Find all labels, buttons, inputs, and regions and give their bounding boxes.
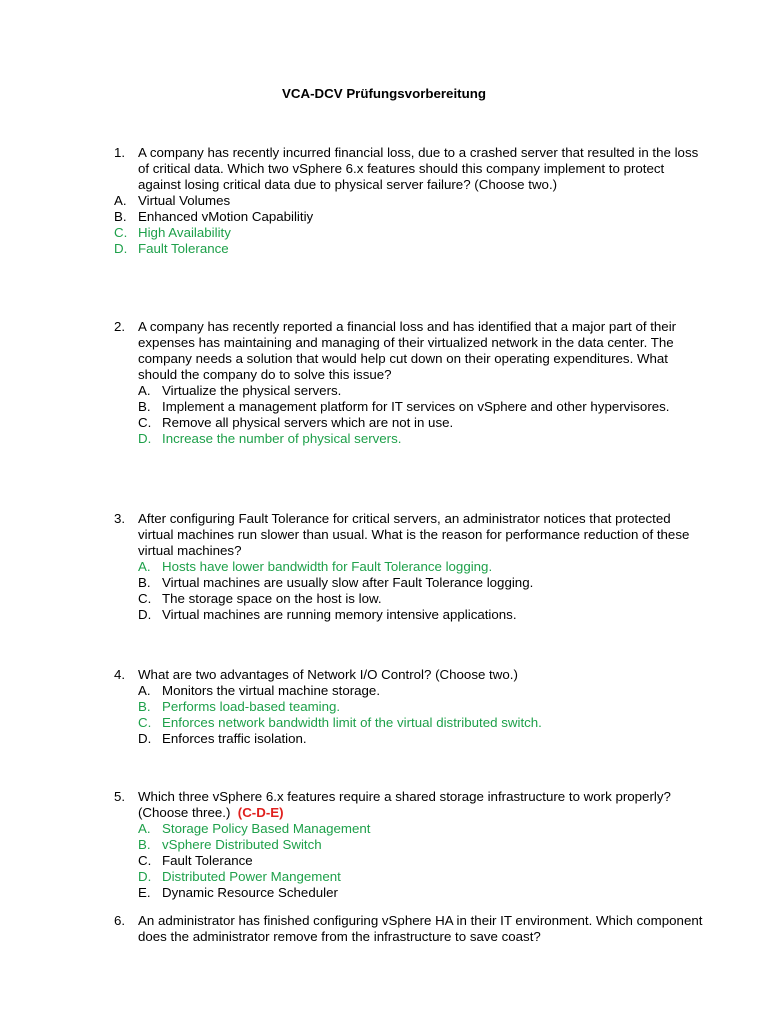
question-stem — [114, 667, 704, 683]
answer-option-b-correct — [114, 837, 704, 853]
option-letter: C. — [138, 715, 152, 730]
option-text: The storage space on the host is low. — [162, 591, 382, 606]
question-text-block — [138, 789, 704, 821]
answer-options — [114, 559, 704, 623]
option-letter: E. — [138, 885, 151, 900]
option-letter: B. — [138, 399, 151, 414]
option-letter: A. — [138, 559, 151, 574]
answer-option-b — [114, 399, 704, 415]
option-letter: D. — [138, 869, 152, 884]
question-stem — [114, 145, 704, 193]
answer-option-d — [114, 607, 704, 623]
answer-annotation: (C-D-E) — [237, 805, 284, 820]
question-stem — [114, 913, 704, 945]
option-letter: C. — [138, 591, 152, 606]
answer-option-a-correct — [114, 821, 704, 837]
question-number: 6. — [114, 913, 126, 928]
option-text: Virtualize the physical servers. — [162, 383, 342, 398]
answer-option-b — [114, 209, 704, 225]
option-text: Fault Tolerance — [138, 241, 229, 256]
option-letter: B. — [138, 699, 151, 714]
option-text: Monitors the virtual machine storage. — [162, 683, 381, 698]
option-text: Fault Tolerance — [162, 853, 253, 868]
answer-option-d-correct — [114, 431, 704, 447]
option-letter: C. — [114, 225, 128, 240]
question-text: An administrator has finished configuring vSphere HA in their IT environment. Which component does the administrator remove from the infrastructure to save coast? — [138, 913, 703, 944]
option-text: Hosts have lower bandwidth for Fault Tolerance logging. — [162, 559, 493, 574]
answer-option-a-correct — [114, 559, 704, 575]
question-number: 1. — [114, 145, 126, 160]
option-letter: B. — [114, 209, 127, 224]
option-text: Virtual machines are usually slow after Fault Tolerance logging. — [162, 575, 534, 590]
answer-options — [114, 821, 704, 901]
option-letter: A. — [138, 383, 151, 398]
question-2 — [114, 319, 704, 447]
question-1 — [114, 145, 704, 257]
option-text: Enforces network bandwidth limit of the virtual distributed switch. — [162, 715, 542, 730]
answer-option-c — [114, 853, 704, 869]
answer-option-a — [114, 383, 704, 399]
option-letter: C. — [138, 853, 152, 868]
option-letter: C. — [138, 415, 152, 430]
option-text: High Availability — [138, 225, 231, 240]
question-text: A company has recently incurred financial loss, due to a crashed server that resulted in the loss of critical data. Which two vSphere 6.x features should this company implement to protect against losing critical data due to physical server failure? (Choose two.) — [138, 145, 699, 192]
question-number: 2. — [114, 319, 126, 334]
answer-options — [114, 383, 704, 447]
option-letter: D. — [138, 731, 152, 746]
answer-option-a — [114, 683, 704, 699]
question-text: After configuring Fault Tolerance for critical servers, an administrator notices that protected virtual machines run slower than usual. What is the reason for performance reduction of these virtual machines? — [138, 511, 690, 558]
option-letter: A. — [138, 821, 151, 836]
question-stem — [114, 319, 704, 383]
option-text: Distributed Power Mangement — [162, 869, 341, 884]
option-text: Dynamic Resource Scheduler — [162, 885, 338, 900]
question-number: 4. — [114, 667, 126, 682]
document-title: VCA-DCV Prüfungsvorbereitung — [282, 86, 486, 101]
question-number: 3. — [114, 511, 126, 526]
option-letter: B. — [138, 575, 151, 590]
answer-option-e — [114, 885, 704, 901]
question-5 — [114, 789, 704, 901]
option-letter: D. — [114, 241, 128, 256]
answer-option-c-correct — [114, 715, 704, 731]
option-text: Storage Policy Based Management — [162, 821, 371, 836]
option-letter: B. — [138, 837, 151, 852]
option-text: Performs load-based teaming. — [162, 699, 341, 714]
option-text: Enhanced vMotion Capabilitiy — [138, 209, 314, 224]
option-text: Enforces traffic isolation. — [162, 731, 307, 746]
answer-options — [114, 683, 704, 747]
question-4 — [114, 667, 704, 747]
question-6 — [114, 913, 704, 945]
question-text: Which three vSphere 6.x features require a shared storage infrastructure to work properly? (Choose three.) — [138, 789, 671, 820]
answer-option-a — [114, 193, 704, 209]
answer-option-d — [114, 731, 704, 747]
option-text: vSphere Distributed Switch — [162, 837, 322, 852]
option-letter: D. — [138, 431, 152, 446]
question-stem — [114, 511, 704, 559]
question-number: 5. — [114, 789, 126, 804]
answer-option-b-correct — [114, 699, 704, 715]
answer-options — [114, 193, 704, 257]
option-text: Remove all physical servers which are not in use. — [162, 415, 454, 430]
option-text: Increase the number of physical servers. — [162, 431, 402, 446]
option-letter: D. — [138, 607, 152, 622]
question-text: A company has recently reported a financial loss and has identified that a major part of their expenses has maintaining and managing of their virtualized network in the data center. The company needs a solution that would help cut down on their operating expenditures. What should the company do to solve this issue? — [138, 319, 677, 382]
question-3 — [114, 511, 704, 623]
answer-option-d-correct — [114, 241, 704, 257]
answer-option-c-correct — [114, 225, 704, 241]
answer-option-c — [114, 591, 704, 607]
answer-option-b — [114, 575, 704, 591]
option-text: Virtual Volumes — [138, 193, 231, 208]
question-text: What are two advantages of Network I/O Control? (Choose two.) — [138, 667, 518, 682]
option-text: Virtual machines are running memory intensive applications. — [162, 607, 517, 622]
option-text: Implement a management platform for IT services on vSphere and other hypervisores. — [162, 399, 670, 414]
answer-option-d-correct — [114, 869, 704, 885]
question-stem — [114, 789, 704, 821]
answer-option-c — [114, 415, 704, 431]
option-letter: A. — [114, 193, 127, 208]
option-letter: A. — [138, 683, 151, 698]
